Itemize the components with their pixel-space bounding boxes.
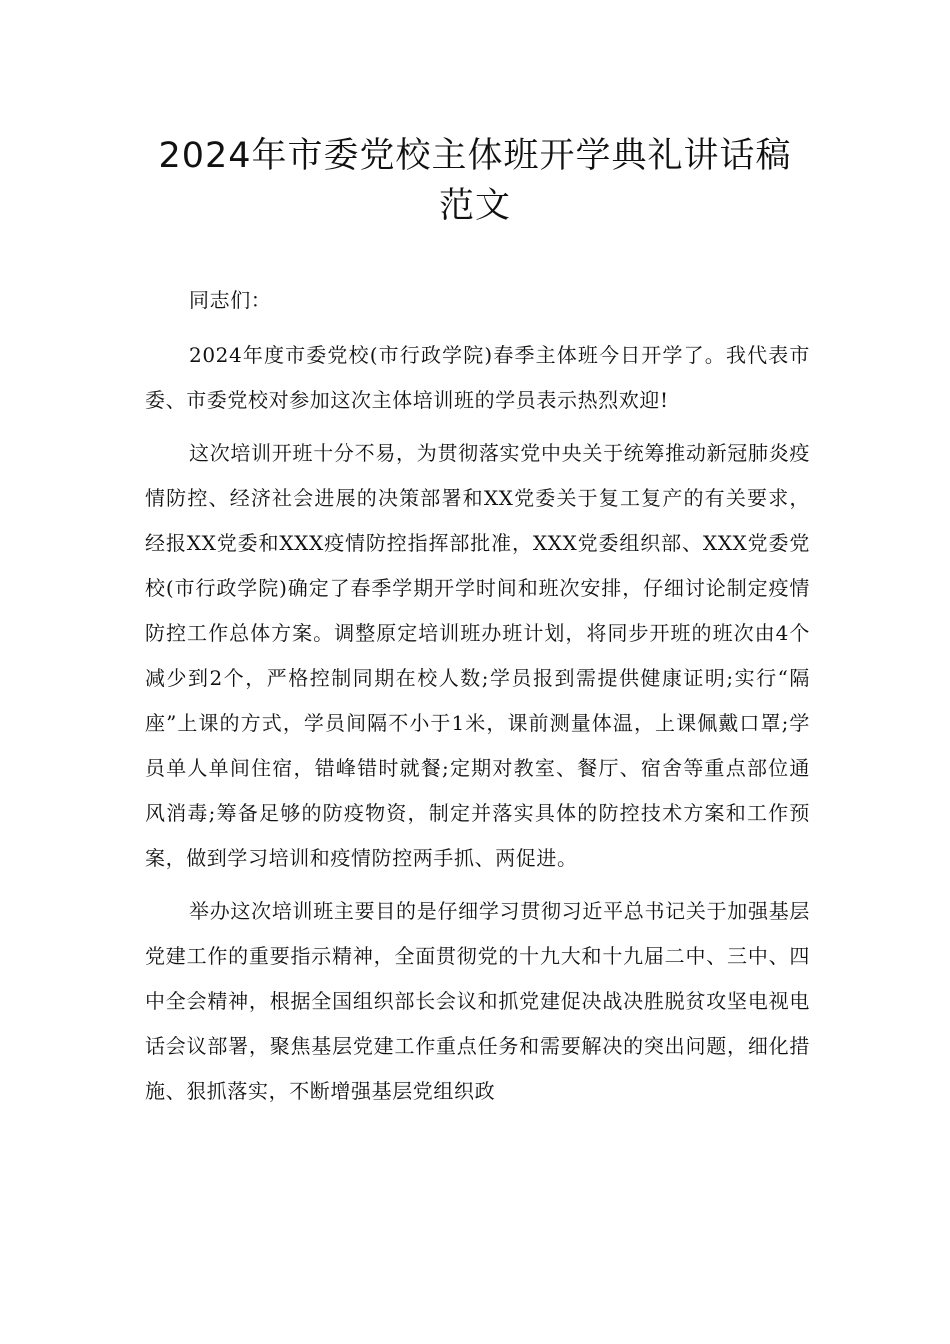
paragraph-epidemic-measures: 这次培训开班十分不易，为贯彻落实党中央关于统筹推动新冠肺炎疫情防控、经济社会进展的决策部署和XX党委关于复工复产的有关要求，经报XX党委和XXX疫情防控指挥部批准，XXX党委组织部、XXX党委党校(市行政学院)确定了春季学期开学时间和班次安排，仔细讨论制定疫情防控工作总体方案。调整原定培训班办班计划，将同步开班的班次由4个减少到2个，严格控制同期在校人数;学员报到需提供健康证明;实行“隔座”上课的方式，学员间隔不小于1米，课前测量体温，上课佩戴口罩;学员单人单间住宿，错峰错时就餐;定期对教室、餐厅、宿舍等重点部位通风消毒;筹备足够的防疫物资，制定并落实具体的防控技术方案和工作预案，做到学习培训和疫情防控两手抓、两促进。 — [145, 441, 810, 870]
document-title-line-2: 范文 — [438, 186, 511, 226]
salutation: 同志们： — [189, 288, 272, 312]
paragraph-training-purpose: 举办这次培训班主要目的是仔细学习贯彻习近平总书记关于加强基层党建工作的重要指示精神，全面贯彻党的十九大和十九届二中、三中、四中全会精神，根据全国组织部长会议和抓党建促决战决胜脱贫攻坚电视电话会议部署，聚焦基层党建工作重点任务和需要解决的突出问题，细化措施、狠抓落实，不断增强基层党组织政 — [145, 899, 810, 1103]
document-title-line-1: 2024年市委党校主体班开学典礼讲话稿 — [158, 136, 792, 176]
document-body — [145, 278, 810, 1114]
paragraph-opening: 2024年度市委党校(市行政学院)春季主体班今日开学了。我代表市委、市委党校对参加这次主体培训班的学员表示热烈欢迎! — [145, 343, 810, 412]
